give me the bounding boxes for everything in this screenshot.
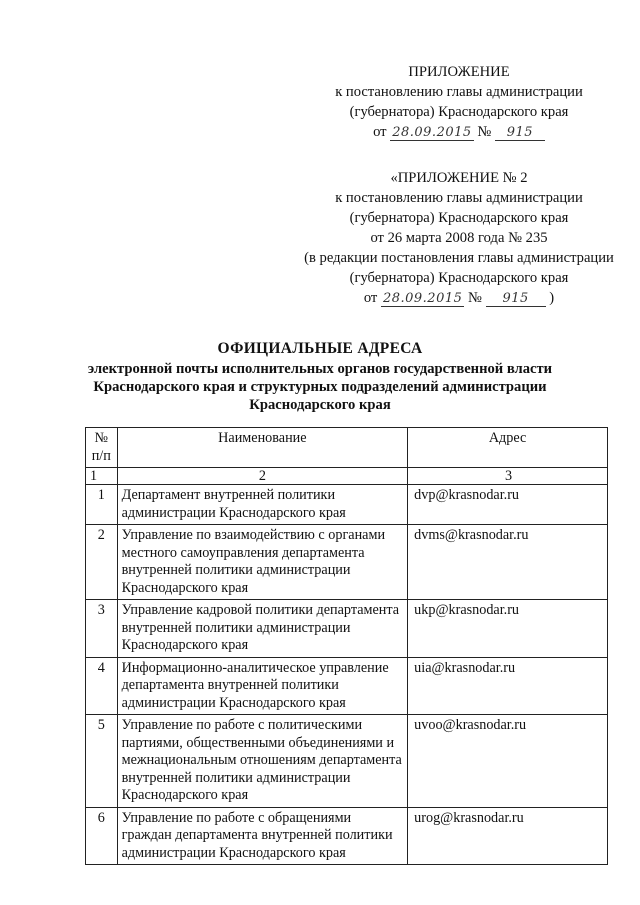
appendix-title: ПРИЛОЖЕНИЕ bbox=[408, 64, 510, 80]
title-line: Краснодарского края и структурных подразделений администрации bbox=[93, 379, 547, 395]
row-name: Управление кадровой политики департамента внутренней политики администрации Краснодарского края bbox=[117, 600, 408, 658]
row-name: Управление по взаимодействию с органами местного самоуправления департамента внутренней политики администрации Краснодарского края bbox=[117, 525, 408, 600]
header-name: Наименование bbox=[117, 428, 408, 468]
row-name: Управление по работе с политическими партиями, общественными объединениями и межнациональным отношениям департамента внутренней политики администрации Краснодарского края bbox=[117, 715, 408, 808]
column-number-row bbox=[86, 468, 608, 485]
row-email[interactable]: dvms@krasnodar.ru bbox=[408, 525, 608, 600]
date-prefix: от bbox=[363, 290, 378, 306]
table-row bbox=[86, 600, 608, 658]
row-name: Информационно-аналитическое управление департамента внутренней политики администрации Краснодарского края bbox=[117, 657, 408, 715]
appendix-ref-line: (губернатора) Краснодарского края bbox=[349, 104, 569, 120]
column-number: 2 bbox=[117, 468, 408, 485]
table-row bbox=[86, 807, 608, 865]
date-prefix: от bbox=[373, 124, 387, 140]
handwritten-number: 915 bbox=[486, 291, 546, 307]
row-number: 1 bbox=[86, 485, 118, 525]
row-email[interactable]: urog@krasnodar.ru bbox=[408, 807, 608, 865]
handwritten-date: 28.09.2015 bbox=[382, 291, 463, 306]
appendix-date-line bbox=[300, 122, 618, 142]
row-number: 2 bbox=[86, 525, 118, 600]
column-number: 1 bbox=[86, 468, 118, 485]
row-name: Департамент внутренней политики администрации Краснодарского края bbox=[117, 485, 408, 525]
handwritten-date: 28.09.2015 bbox=[392, 125, 472, 140]
appendix-ref-line: к постановлению главы администрации bbox=[335, 84, 583, 100]
handwritten-number: 915 bbox=[495, 125, 545, 141]
appendix-2-header bbox=[300, 168, 618, 308]
row-number: 5 bbox=[86, 715, 118, 808]
appendix-2-ref-line: (губернатора) Краснодарского края bbox=[349, 270, 569, 286]
appendix-2-date-line bbox=[300, 288, 618, 308]
table-row bbox=[86, 657, 608, 715]
row-email[interactable]: ukp@krasnodar.ru bbox=[408, 600, 608, 658]
title-line: электронной почты исполнительных органов государственной власти bbox=[87, 361, 553, 377]
header-address: Адрес bbox=[408, 428, 608, 468]
table-row bbox=[86, 485, 608, 525]
number-sign: № bbox=[477, 124, 492, 140]
title-line: Краснодарского края bbox=[249, 397, 391, 413]
table-row bbox=[86, 715, 608, 808]
title-main: ОФИЦИАЛЬНЫЕ АДРЕСА bbox=[217, 340, 423, 357]
header-num: № п/п bbox=[86, 428, 118, 468]
row-email[interactable]: uvoo@krasnodar.ru bbox=[408, 715, 608, 808]
addresses-table bbox=[85, 427, 608, 865]
appendix-2-title: «ПРИЛОЖЕНИЕ № 2 bbox=[390, 170, 528, 186]
column-number: 3 bbox=[408, 468, 608, 485]
appendix-header bbox=[300, 62, 618, 142]
table-header-row bbox=[86, 428, 608, 468]
number-sign: № bbox=[468, 290, 482, 306]
row-email[interactable]: uia@krasnodar.ru bbox=[408, 657, 608, 715]
appendix-2-ref-line: к постановлению главы администрации bbox=[335, 190, 583, 206]
closing-paren: ) bbox=[549, 290, 555, 306]
row-number: 3 bbox=[86, 600, 118, 658]
appendix-2-ref-line: (в редакции постановления главы администрации bbox=[304, 250, 614, 266]
appendix-2-ref-line: от 26 марта 2008 года № 235 bbox=[370, 230, 548, 246]
table-row bbox=[86, 525, 608, 600]
document-title bbox=[60, 340, 580, 414]
appendix-2-ref-line: (губернатора) Краснодарского края bbox=[349, 210, 569, 226]
row-number: 6 bbox=[86, 807, 118, 865]
row-email[interactable]: dvp@krasnodar.ru bbox=[408, 485, 608, 525]
row-name: Управление по работе с обращениями граждан департамента внутренней политики администрации Краснодарского края bbox=[117, 807, 408, 865]
row-number: 4 bbox=[86, 657, 118, 715]
